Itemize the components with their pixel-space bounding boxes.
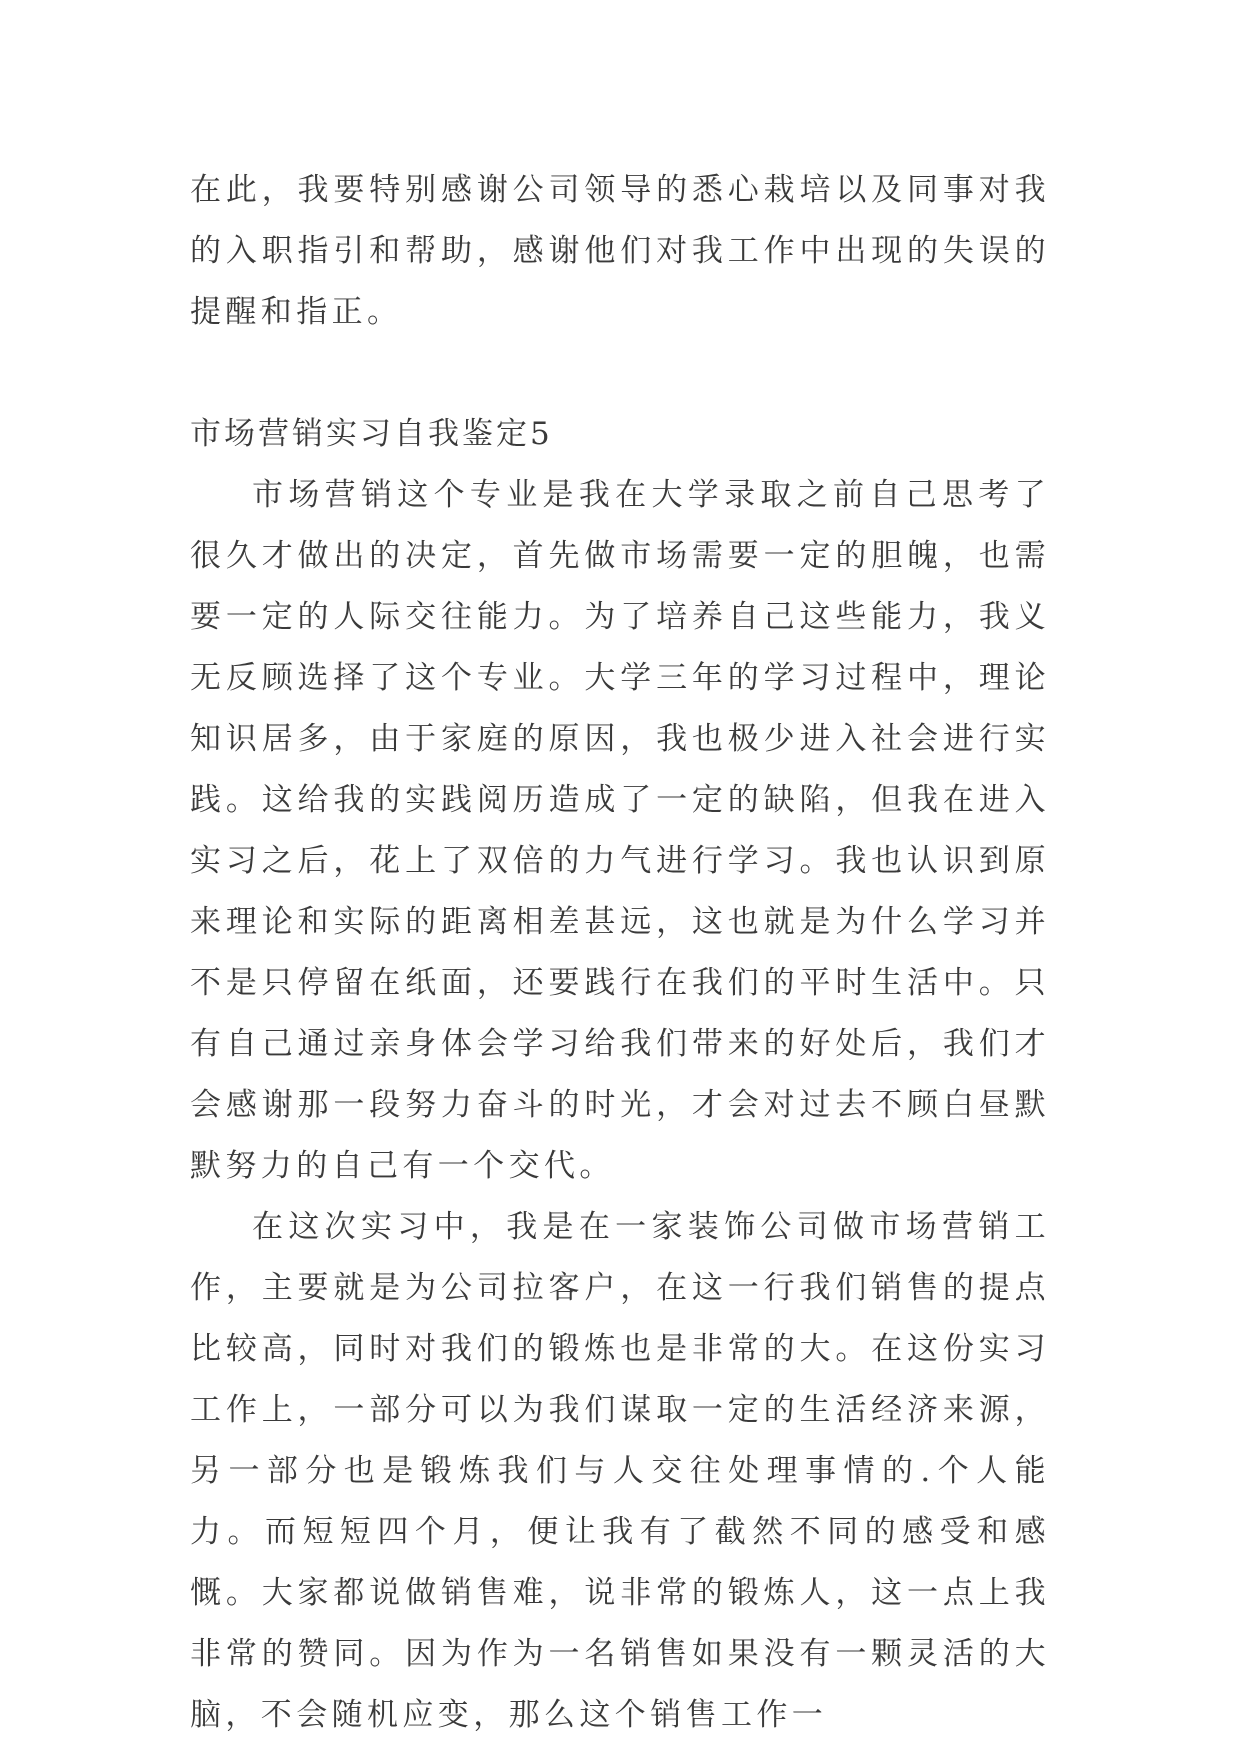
body-paragraph-1: 市场营销这个专业是我在大学录取之前自己思考了很久才做出的决定，首先做市场需要一定的胆魄，也需要一定的人际交往能力。为了培养自己这些能力，我义无反顾选择了这个专业。大学三年的学习过程中，理论知识居多，由于家庭的原因，我也极少进入社会进行实践。这给我的实践阅历造成了一定的缺陷，但我在进入实习之后，花上了双倍的力气进行学习。我也认识到原来理论和实际的距离相差甚远，这也就是为什么学习并不是只停留在纸面，还要践行在我们的平时生活中。只有自己通过亲身体会学习给我们带来的好处后，我们才会感谢那一段努力奋斗的时光，才会对过去不顾白昼默默努力的自己有一个交代。 — [190, 477, 1050, 1184]
document-body — [190, 160, 1050, 1746]
body-paragraph-2: 在这次实习中，我是在一家装饰公司做市场营销工作，主要就是为公司拉客户，在这一行我们销售的提点比较高，同时对我们的锻炼也是非常的大。在这份实习工作上，一部分可以为我们谋取一定的生活经济来源，另一部分也是锻炼我们与人交往处理事情的.个人能力。而短短四个月，便让我有了截然不同的感受和感慨。大家都说做销售难，说非常的锻炼人，这一点上我非常的赞同。因为作为一名销售如果没有一颗灵活的大脑，不会随机应变，那么这个销售工作一 — [190, 1209, 1050, 1733]
section-title: 市场营销实习自我鉴定5 — [190, 416, 553, 452]
intro-paragraph: 在此，我要特别感谢公司领导的悉心栽培以及同事对我的入职指引和帮助，感谢他们对我工作中出现的失误的提醒和指正。 — [190, 172, 1050, 330]
